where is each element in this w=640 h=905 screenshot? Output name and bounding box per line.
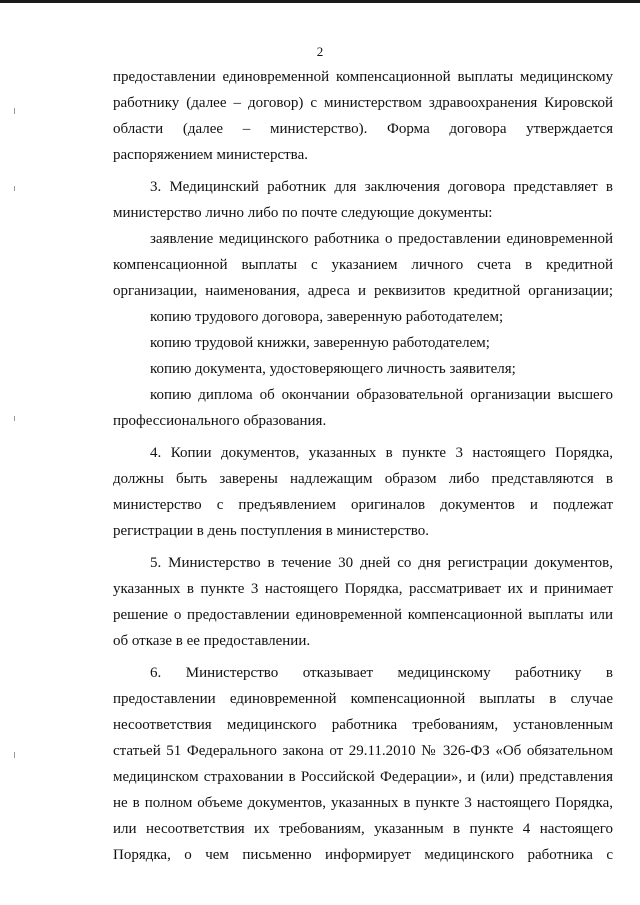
text-line: несоответствия медицинского работника требованиям, установленным [113,717,613,733]
text-line: распоряжением министерства. [113,147,308,163]
text-line: Порядка, о чем письменно информирует медицинского работника с [113,847,613,863]
text-line: министерство лично либо по почте следующие документы: [113,205,493,221]
text-line: области (далее – министерство). Форма договора утверждается [113,121,613,137]
text-line: медицинском страховании в Российской Федерации», и (или) представления [113,769,613,785]
text-line: об отказе в ее предоставлении. [113,633,311,649]
text-line: 3. Медицинский работник для заключения договора представляет в [150,179,613,195]
text-line: должны быть заверены надлежащим образом либо представляются в [113,471,613,487]
margin-mark [14,186,15,191]
text-line: 4. Копии документов, указанных в пункте 3 настоящего Порядка, [150,445,613,461]
document-body [113,64,613,868]
text-line: копию диплома об окончании образовательной организации высшего [150,387,613,403]
text-line: 5. Министерство в течение 30 дней со дня регистрации документов, [150,555,613,571]
text-line: копию трудового договора, заверенную работодателем; [150,309,504,325]
text-line: регистрации в день поступления в министерство. [113,523,429,539]
page-number: 2 [316,44,324,59]
margin-mark [14,416,15,421]
text-line: статьей 51 Федерального закона от 29.11.2010 № 326-ФЗ «Об обязательном [113,743,613,759]
text-line: указанных в пункте 3 настоящего Порядка, рассматривает их и принимает [113,581,613,597]
text-line: министерство с предъявлением оригиналов документов и подлежат [113,497,613,513]
text-line: копию документа, удостоверяющего личность заявителя; [150,361,516,377]
text-line: заявление медицинского работника о предоставлении единовременной [150,231,613,247]
text-line: компенсационной выплаты с указанием личного счета в кредитной [113,257,613,273]
text-line: профессионального образования. [113,413,327,429]
text-line: 6. Министерство отказывает медицинскому работнику в [150,665,613,681]
text-line: или несоответствия их требованиям, указанным в пункте 4 настоящего [113,821,613,837]
text-line: организации, наименования, адреса и реквизитов кредитной организации; [113,283,613,299]
text-line: предоставлении единовременной компенсационной выплаты в случае [113,691,613,707]
text-line: предоставлении единовременной компенсационной выплаты медицинскому [113,69,613,85]
text-line: решение о предоставлении единовременной компенсационной выплаты или [113,607,613,623]
scan-top-edge [0,0,640,3]
text-line: копию трудовой книжки, заверенную работодателем; [150,335,490,351]
margin-mark [14,752,15,758]
text-line: работнику (далее – договор) с министерством здравоохранения Кировской [113,95,613,111]
text-line: не в полном объеме документов, указанных в пункте 3 настоящего Порядка, [113,795,613,811]
margin-mark [14,108,15,114]
